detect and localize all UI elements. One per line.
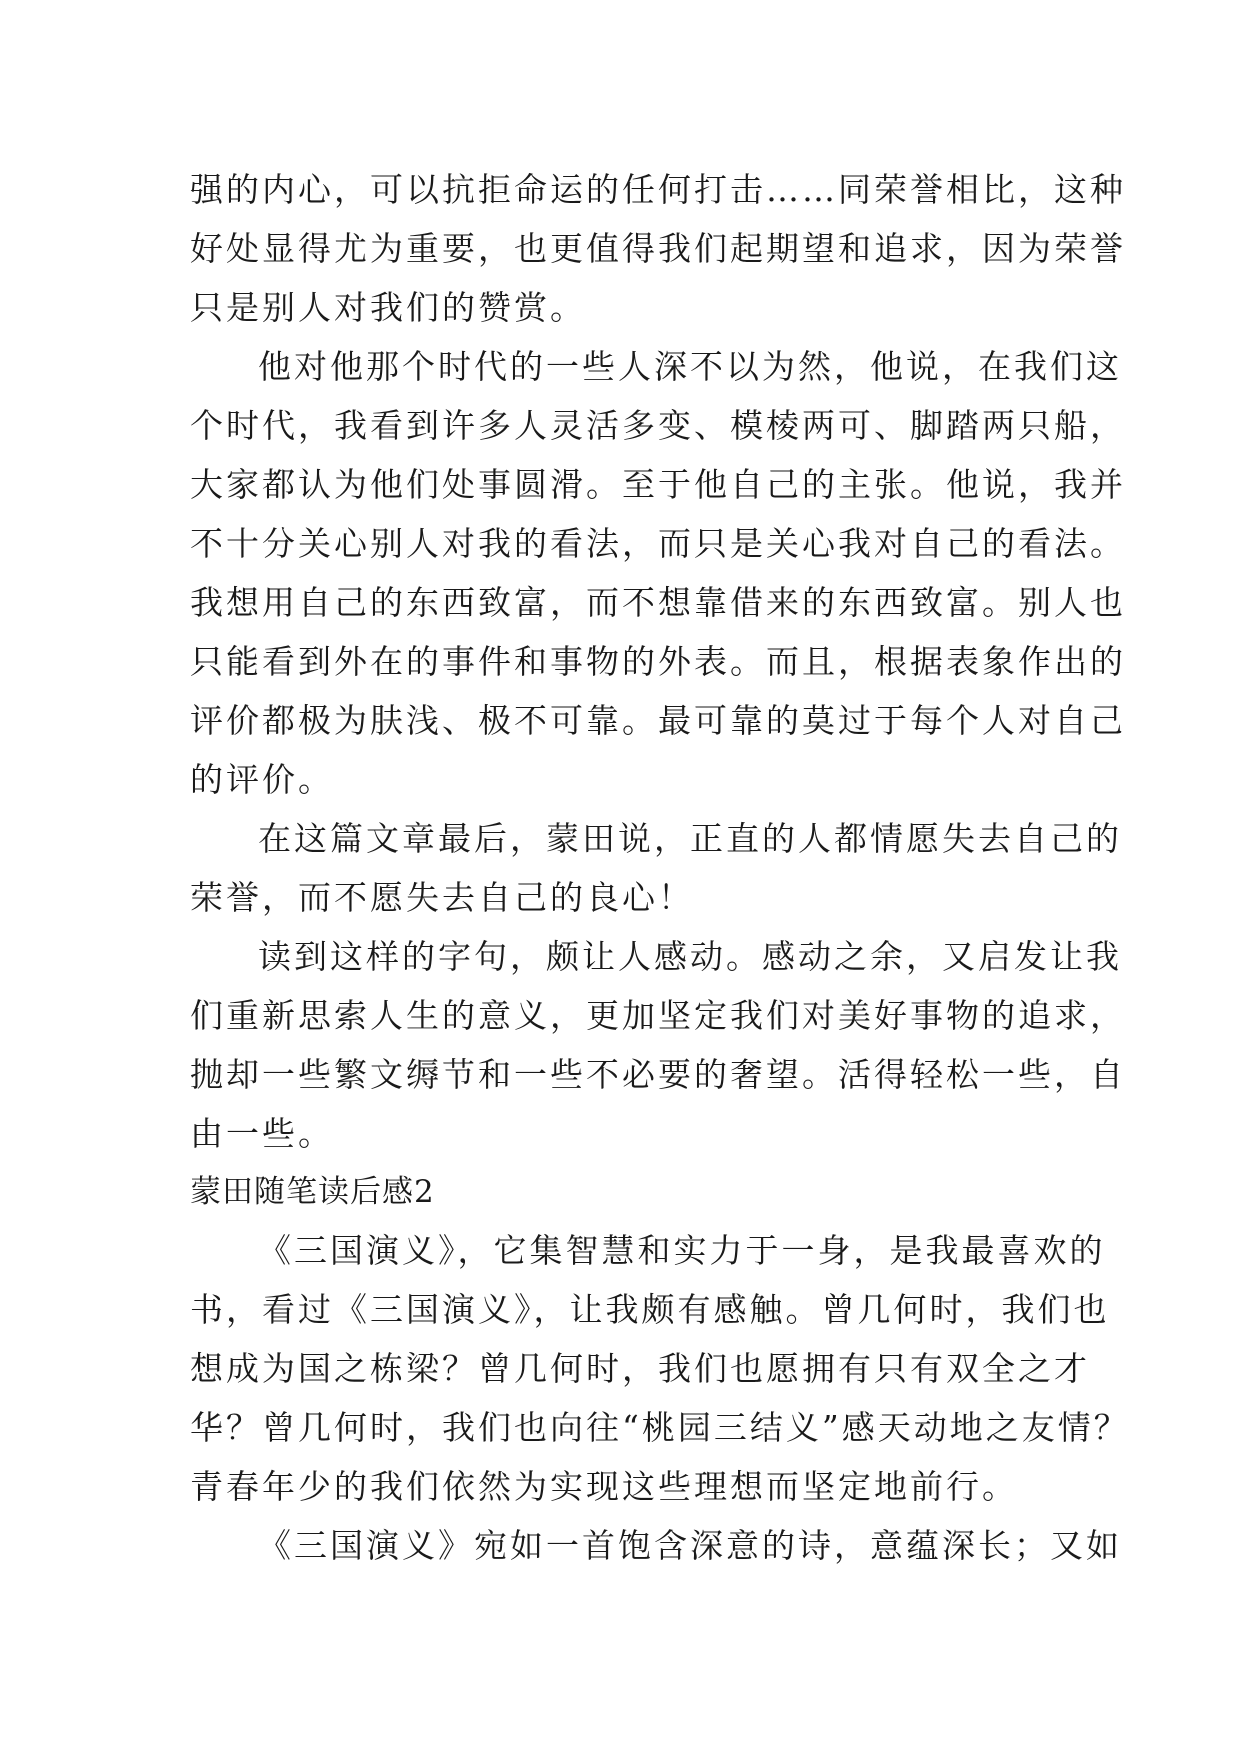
- text-line: 好处显得尤为重要，也更值得我们起期望和追求，因为荣誉: [190, 229, 1126, 268]
- text-line: 强的内心，可以抗拒命运的任何打击……同荣誉相比，这种: [190, 170, 1126, 209]
- text-line: 抛却一些繁文缛节和一些不必要的奢望。活得轻松一些，自: [190, 1055, 1126, 1094]
- paragraph: [190, 1221, 1130, 1516]
- text-line: 青春年少的我们依然为实现这些理想而坚定地前行。: [190, 1467, 1018, 1506]
- text-line: 只是别人对我们的赞赏。: [190, 288, 586, 327]
- text-line: 只能看到外在的事件和事物的外表。而且，根据表象作出的: [190, 642, 1126, 681]
- text-line: 他对他那个时代的一些人深不以为然，他说，在我们这: [258, 347, 1122, 386]
- text-line: 的评价。: [190, 760, 334, 799]
- text-line: 书，看过《三国演义》，让我颇有感触。曾几何时，我们也: [190, 1290, 1110, 1329]
- document-body: [190, 160, 1130, 1575]
- text-line: 大家都认为他们处事圆滑。至于他自己的主张。他说，我并: [190, 465, 1126, 504]
- paragraph: [190, 337, 1126, 809]
- text-line: 读到这样的字句，颇让人感动。感动之余，又启发让我: [258, 937, 1122, 976]
- text-line: 由一些。: [190, 1114, 334, 1153]
- text-line: 《三国演义》，它集智慧和实力于一身，是我最喜欢的: [258, 1231, 1106, 1270]
- text-line: 我想用自己的东西致富，而不想靠借来的东西致富。别人也: [190, 583, 1126, 622]
- text-line: 想成为国之栋梁？曾几何时，我们也愿拥有只有双全之才: [190, 1349, 1090, 1388]
- section-heading: 蒙田随笔读后感2: [190, 1174, 435, 1210]
- paragraph: [190, 809, 1122, 927]
- text-line: 不十分关心别人对我的看法，而只是关心我对自己的看法。: [190, 524, 1126, 563]
- text-line: 《三国演义》宛如一首饱含深意的诗，意蕴深长；又如: [258, 1526, 1122, 1565]
- paragraph: [190, 1516, 1122, 1575]
- text-line: 华？曾几何时，我们也向往“桃园三结义”感天动地之友情？: [190, 1408, 1130, 1447]
- text-line: 荣誉，而不愿失去自己的良心！: [190, 878, 694, 917]
- text-line: 评价都极为肤浅、极不可靠。最可靠的莫过于每个人对自己: [190, 701, 1126, 740]
- text-line: 在这篇文章最后，蒙田说，正直的人都情愿失去自己的: [258, 819, 1122, 858]
- paragraph: [190, 927, 1126, 1163]
- paragraph: [190, 160, 1126, 337]
- text-line: 个时代，我看到许多人灵活多变、模棱两可、脚踏两只船，: [190, 406, 1126, 445]
- text-line: 们重新思索人生的意义，更加坚定我们对美好事物的追求，: [190, 996, 1126, 1035]
